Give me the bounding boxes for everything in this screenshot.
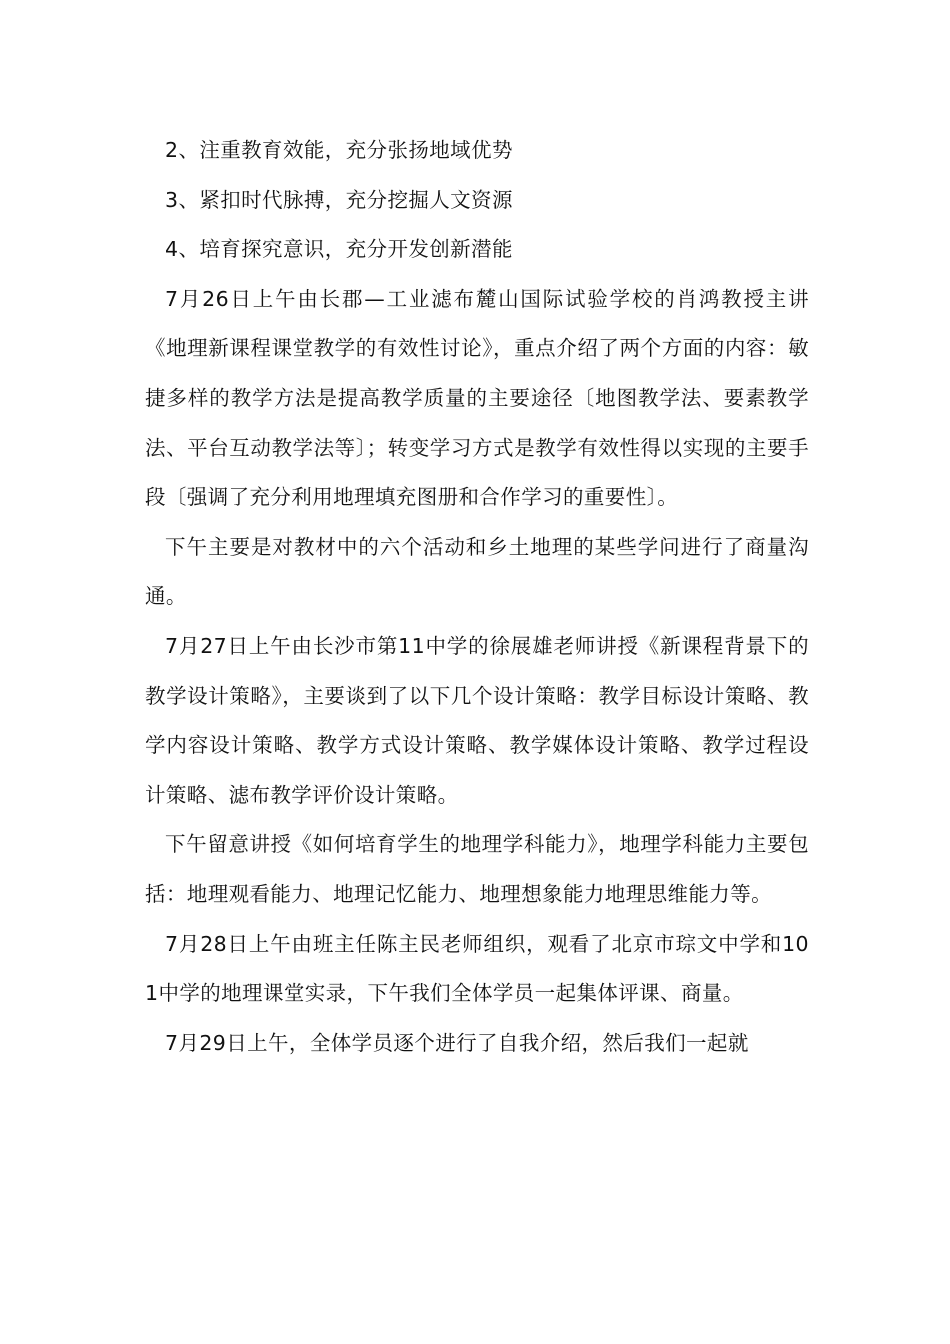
paragraph-july-27-afternoon: 下午留意讲授《如何培育学生的地理学科能力》，地理学科能力主要包括：地理观看能力、地理记忆能力、地理想象能力地理思维能力等。 (145, 832, 809, 906)
paragraph-july-26-afternoon: 下午主要是对教材中的六个活动和乡土地理的某些学问进行了商量沟通。 (145, 534, 809, 609)
paragraph-july-29: 7月29日上午，全体学员逐个进行了自我介绍，然后我们一起就 (165, 1030, 749, 1055)
paragraph-july-27-morning: 7月27日上午由长沙市第11中学的徐展雄老师讲授《新课程背景下的教学设计策略》，主要谈到了以下几个设计策略：教学目标设计策略、教学内容设计策略、教学方式设计策略、教学媒体设计策略、教学过程设计策略、滤布教学评价设计策略。 (145, 633, 809, 807)
paragraph-item-4: 4、培育探究意识，充分开发创新潜能 (165, 237, 513, 262)
paragraph-item-3: 3、紧扣时代脉搏，充分挖掘人文资源 (165, 187, 513, 212)
document-body (145, 126, 809, 1068)
paragraph-item-2: 2、注重教育效能，充分张扬地域优势 (165, 138, 513, 162)
paragraph-july-28: 7月28日上午由班主任陈主民老师组织，观看了北京市琮文中学和101中学的地理课堂实录，下午我们全体学员一起集体评课、商量。 (145, 931, 809, 1006)
paragraph-july-26-morning: 7月26日上午由长郡—工业滤布麓山国际试验学校的肖鸿教授主讲《地理新课程课堂教学的有效性讨论》，重点介绍了两个方面的内容：敏捷多样的教学方法是提高教学质量的主要途径〔地图教学法、要素教学法、平台互动教学法等〕；转变学习方式是教学有效性得以实现的主要手段〔强调了充分利用地理填充图册和合作学习的重要性〕。 (145, 286, 809, 510)
